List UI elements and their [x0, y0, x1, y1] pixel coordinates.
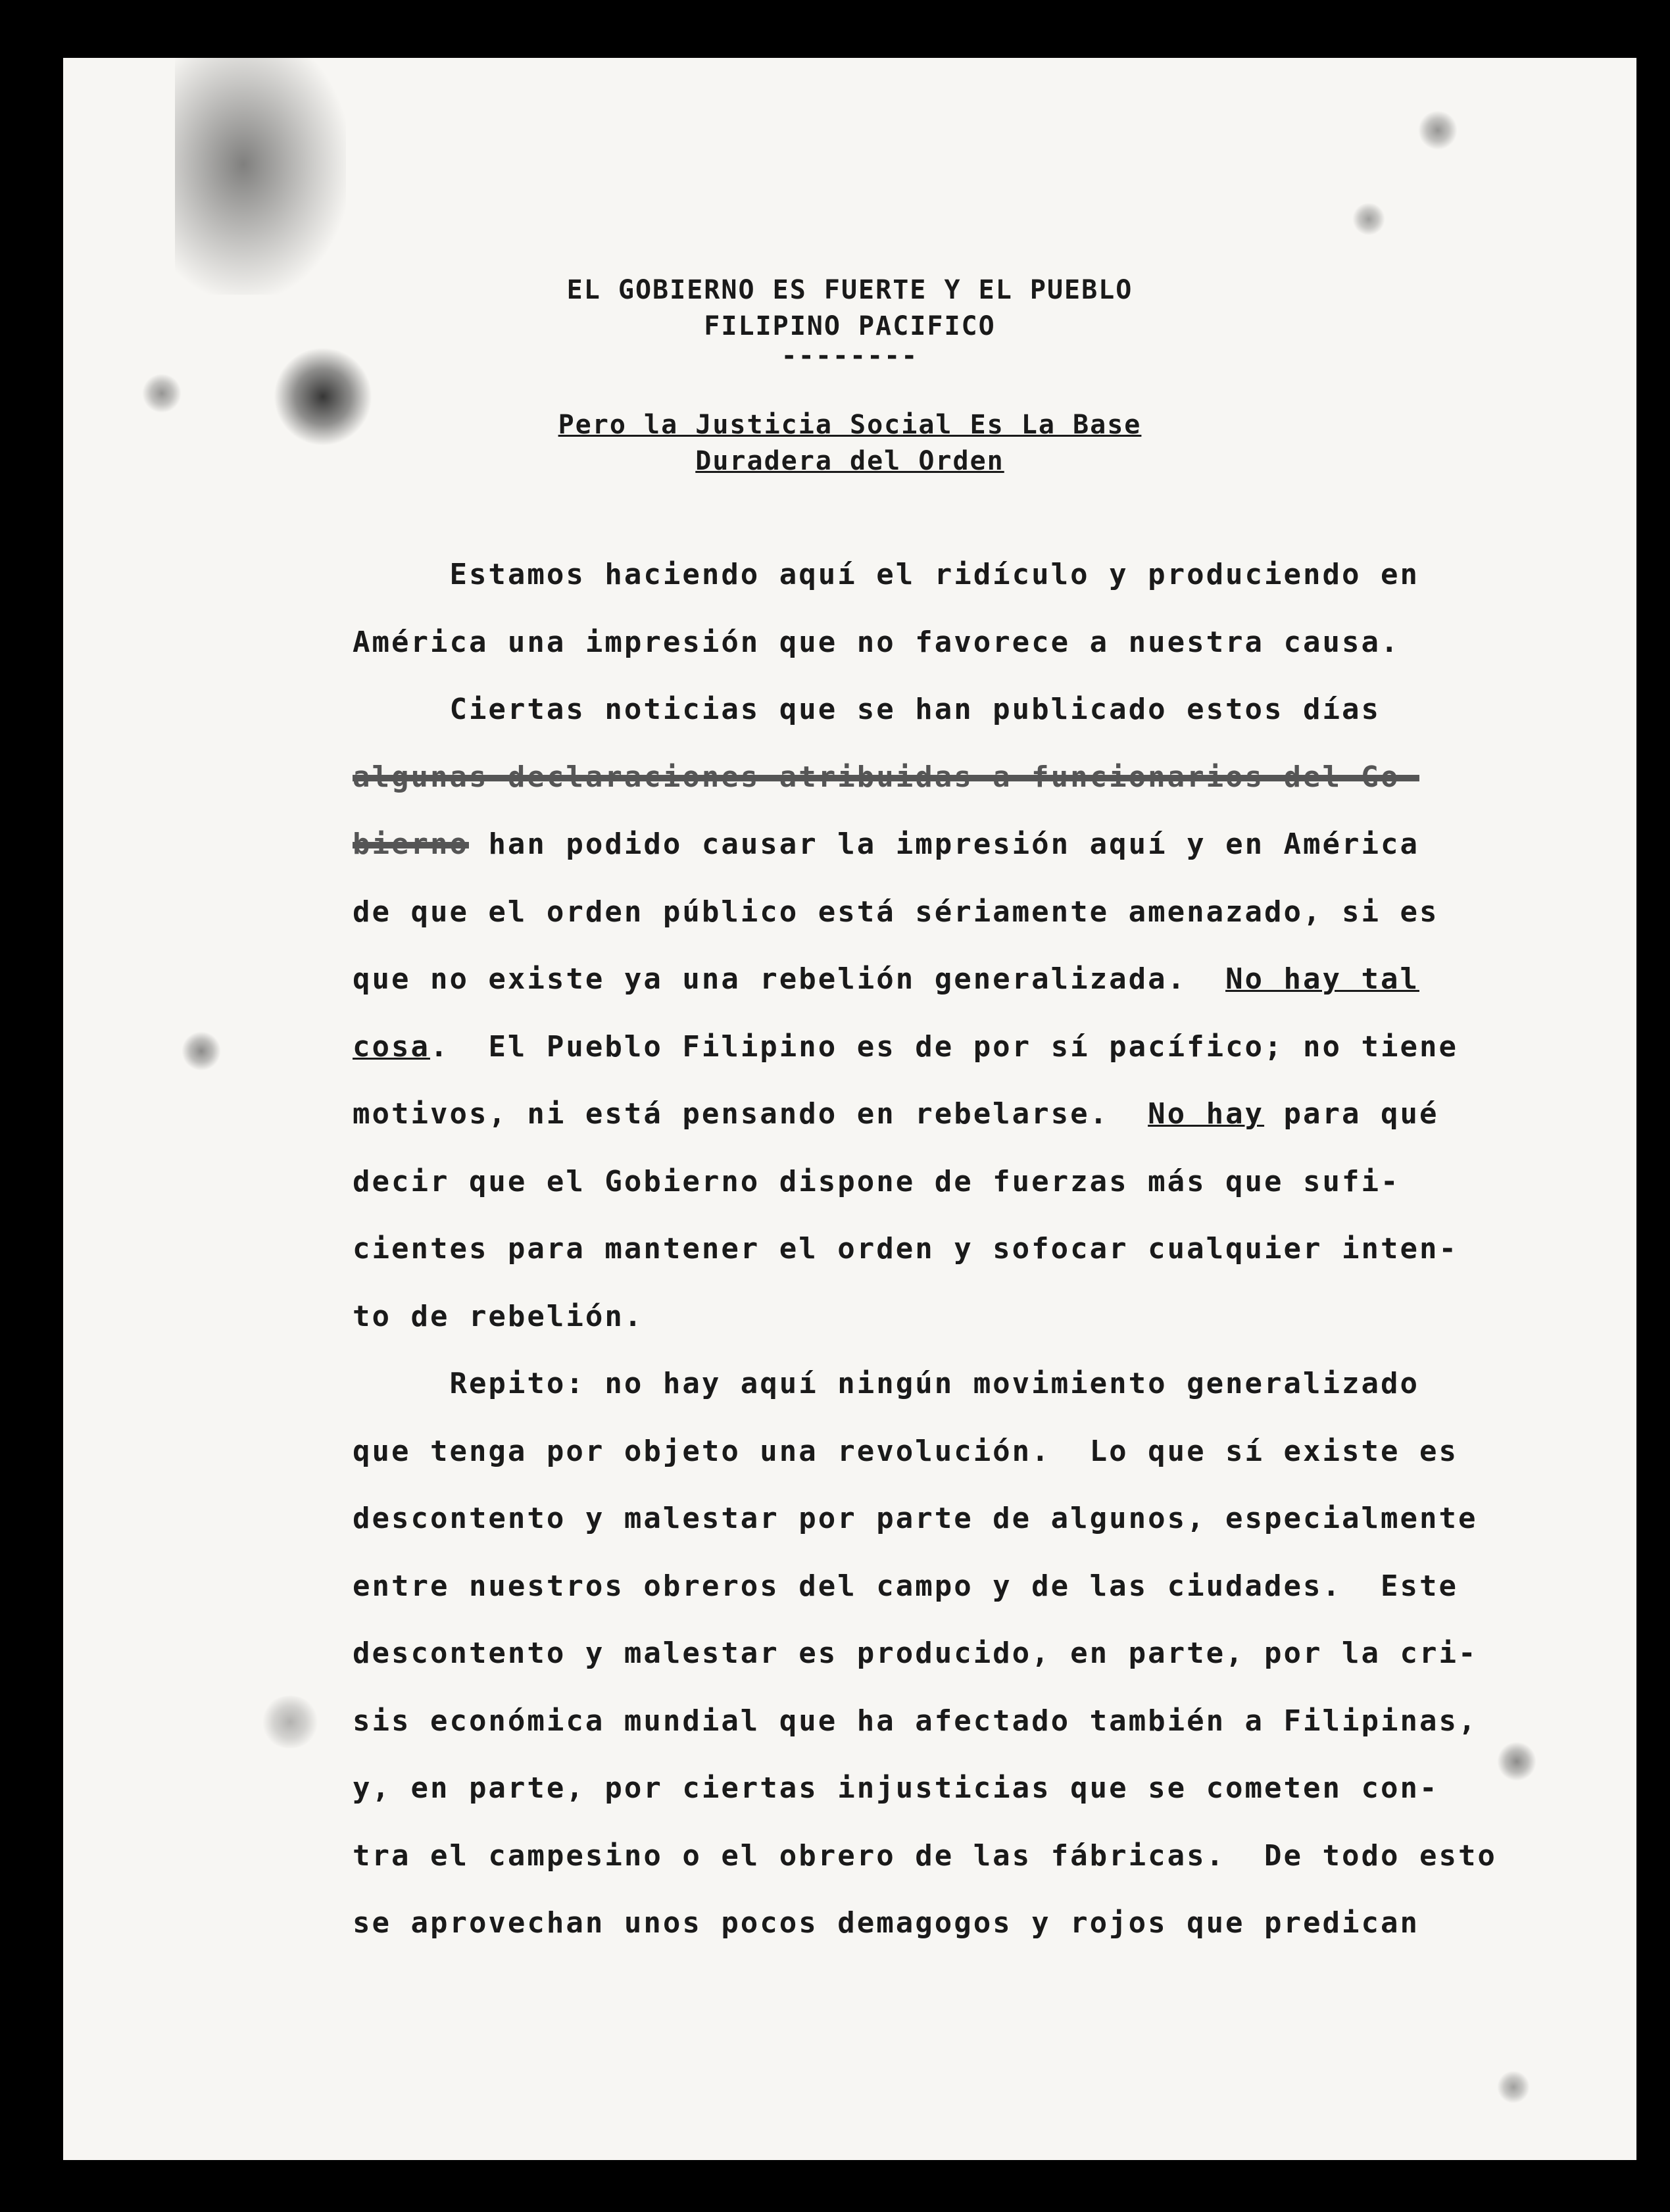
text-segment: cientes para mantener el orden y sofocar cualquier inten-: [353, 1232, 1458, 1266]
text-line: [353, 1300, 643, 1333]
document-page: [63, 58, 1636, 2160]
text-segment: motivos, ni está pensando en rebelarse.: [353, 1097, 1148, 1131]
text-line: [353, 827, 1419, 861]
text-line: [353, 1906, 1419, 1940]
text-segment: sis económica mundial que ha afectado también a Filipinas,: [353, 1704, 1478, 1738]
text-segment: descontento y malestar es producido, en parte, por la cri-: [353, 1636, 1478, 1670]
ink-blot: [182, 1031, 221, 1071]
document-title-line-2: FILIPINO PACIFICO: [704, 311, 996, 341]
text-line: [353, 895, 1438, 929]
text-line: [353, 1839, 1497, 1873]
ink-blot: [1497, 2071, 1530, 2103]
text-line: [353, 1097, 1438, 1131]
text-line: [353, 760, 1419, 794]
underlined-text: No hay tal: [1225, 962, 1419, 996]
text-segment: to de rebelión.: [353, 1299, 644, 1333]
text-segment: de que el orden público está sériamente amenazado, si es: [353, 895, 1439, 929]
text-segment: han podido causar la impresión aquí y en América: [468, 827, 1419, 861]
text-line: [353, 1704, 1477, 1738]
ink-blot: [1418, 111, 1458, 150]
torn-corner-stain: [175, 58, 346, 295]
text-segment: descontento y malestar por parte de algunos, especialmente: [353, 1502, 1478, 1535]
text-line: [353, 1232, 1458, 1266]
text-segment: se aprovechan unos pocos demagogos y rojos que predican: [353, 1906, 1419, 1940]
text-line: [353, 962, 1419, 996]
text-segment: América una impresión que no favorece a nuestra causa.: [353, 625, 1400, 659]
text-segment: Repito: no hay aquí ningún movimiento generalizado: [353, 1367, 1419, 1400]
text-line: [353, 1367, 1419, 1400]
text-line: [353, 558, 1419, 591]
text-line: [353, 1502, 1477, 1535]
text-segment: y, en parte, por ciertas injusticias que se cometen con-: [353, 1771, 1439, 1805]
title-rule: --------: [781, 341, 919, 371]
ink-blot: [1352, 203, 1385, 235]
text-segment: entre nuestros obreros del campo y de las ciudades. Este: [353, 1569, 1458, 1603]
document-title-line-1: EL GOBIERNO ES FUERTE Y EL PUEBLO: [566, 275, 1133, 305]
ink-blot: [1497, 1742, 1536, 1781]
text-line: [353, 626, 1400, 659]
text-segment: tra el campesino o el obrero de las fábricas. De todo esto: [353, 1838, 1497, 1873]
text-segment: Ciertas noticias que se han publicado estos días: [353, 693, 1381, 726]
text-segment: decir que el Gobierno dispone de fuerzas más que sufi-: [353, 1164, 1400, 1198]
text-line: [353, 693, 1381, 726]
text-segment: para qué: [1264, 1097, 1439, 1131]
text-segment: Estamos haciendo aquí el ridículo y produciendo en: [353, 558, 1419, 591]
text-line: [353, 1771, 1438, 1805]
ink-blot: [260, 1696, 320, 1748]
underlined-text: cosa: [353, 1029, 430, 1064]
underlined-text: No hay: [1148, 1097, 1265, 1131]
text-line: [353, 1030, 1458, 1064]
text-line: [353, 1569, 1458, 1603]
text-segment: que no existe ya una rebelión generalizada.: [353, 962, 1226, 996]
text-segment: que tenga por objeto una revolución. Lo que sí existe es: [353, 1434, 1458, 1468]
struck-text: bierno: [353, 827, 469, 861]
text-segment: . El Pueblo Filipino es de por sí pacífico; no tiene: [430, 1029, 1458, 1064]
ink-blot: [142, 374, 182, 413]
text-line: [353, 1165, 1400, 1198]
document-subtitle-line-2: Duradera del Orden: [695, 446, 1004, 476]
struck-text: algunas declaraciones atribuidas a funcionarios del Go-: [353, 760, 1419, 794]
text-line: [353, 1435, 1458, 1468]
document-subtitle-line-1: Pero la Justicia Social Es La Base: [558, 410, 1142, 440]
text-line: [353, 1636, 1477, 1670]
